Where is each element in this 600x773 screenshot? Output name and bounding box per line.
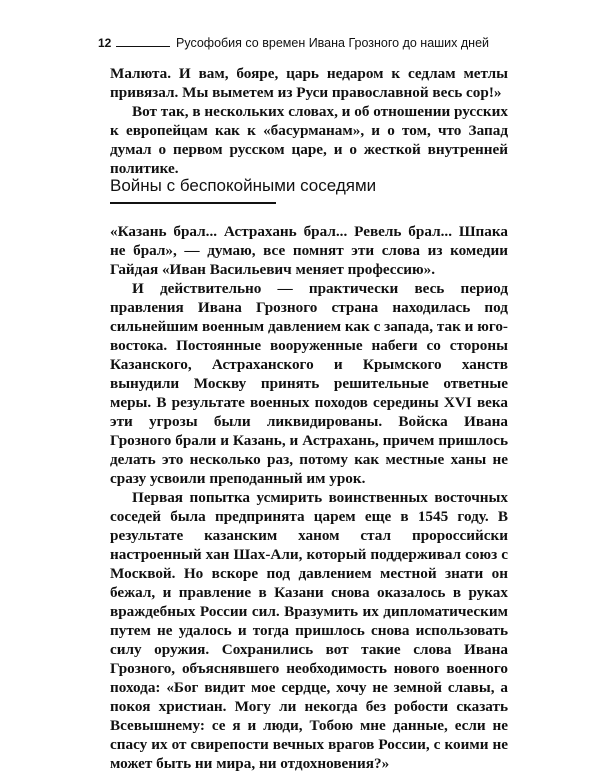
header-rule: [116, 46, 170, 47]
paragraph: Первая попытка усмирить воинственных восточных соседей была предпринята царем еще в 1545 году. В результате казанским ханом стал пророссийски настроенный хан Шах-Али, который поддерживал союз с Москвой. Но вскоре под давлением местной знати он бежал, и правление в Казани снова оказалось в руках враждебных России сил. Вразумить их дипломатическим путем не удалось и тогда пришлось снова использовать силу оружия. Сохранились вот такие слова Ивана Грозного, объяснявшего необходимость нового военного похода: «Бог видит мое сердце, хочу не земной славы, а покоя христиан. Могу ли некогда без робости сказать Всевышнему: се я и люди, Тобою мне данные, если не спасу их от свирепости вечных врагов России, с коими не может быть ни мира, ни отдохновения?»: [110, 489, 508, 772]
section-text-block: [110, 222, 508, 773]
page-number: 12: [98, 36, 112, 50]
heading-underline: [110, 202, 276, 204]
paragraph: «Казань брал... Астрахань брал... Ревель брал... Шпака не брал», — думаю, все помнят эти слова из комедии Гайдая «Иван Васильевич меняет профессию».: [110, 223, 508, 278]
paragraph: Вот так, в нескольких словах, и об отношении русских к европейцам как к «басурманам», и о том, что Запад думал о первом русском царе, и о жесткой внутренней политике.: [110, 103, 508, 177]
running-header: [98, 34, 510, 54]
paragraph: И действительно — практически весь период правления Ивана Грозного страна находилась под сильнейшим военным давлением как с запада, так и юго-востока. Постоянные вооруженные набеги со стороны Казанского, Астраханского и Крымского ханств вынудили Москву принять решительные ответные меры. В результате военных походов середины XVI века эти угрозы были ликвидированы. Войска Ивана Грозного брали и Казань, и Астрахань, причем пришлось делать это несколько раз, потому как местные ханы не сразу усвоили преподанный им урок.: [110, 280, 508, 487]
running-title: Русофобия со времен Ивана Грозного до наших дней: [176, 36, 490, 50]
top-text-block: [110, 64, 508, 178]
paragraph: Малюта. И вам, бояре, царь недаром к седлам метлы привязал. Мы выметем из Руси православной весь сор!»: [110, 65, 508, 101]
section-heading: Войны с беспокойными соседями: [110, 176, 377, 195]
